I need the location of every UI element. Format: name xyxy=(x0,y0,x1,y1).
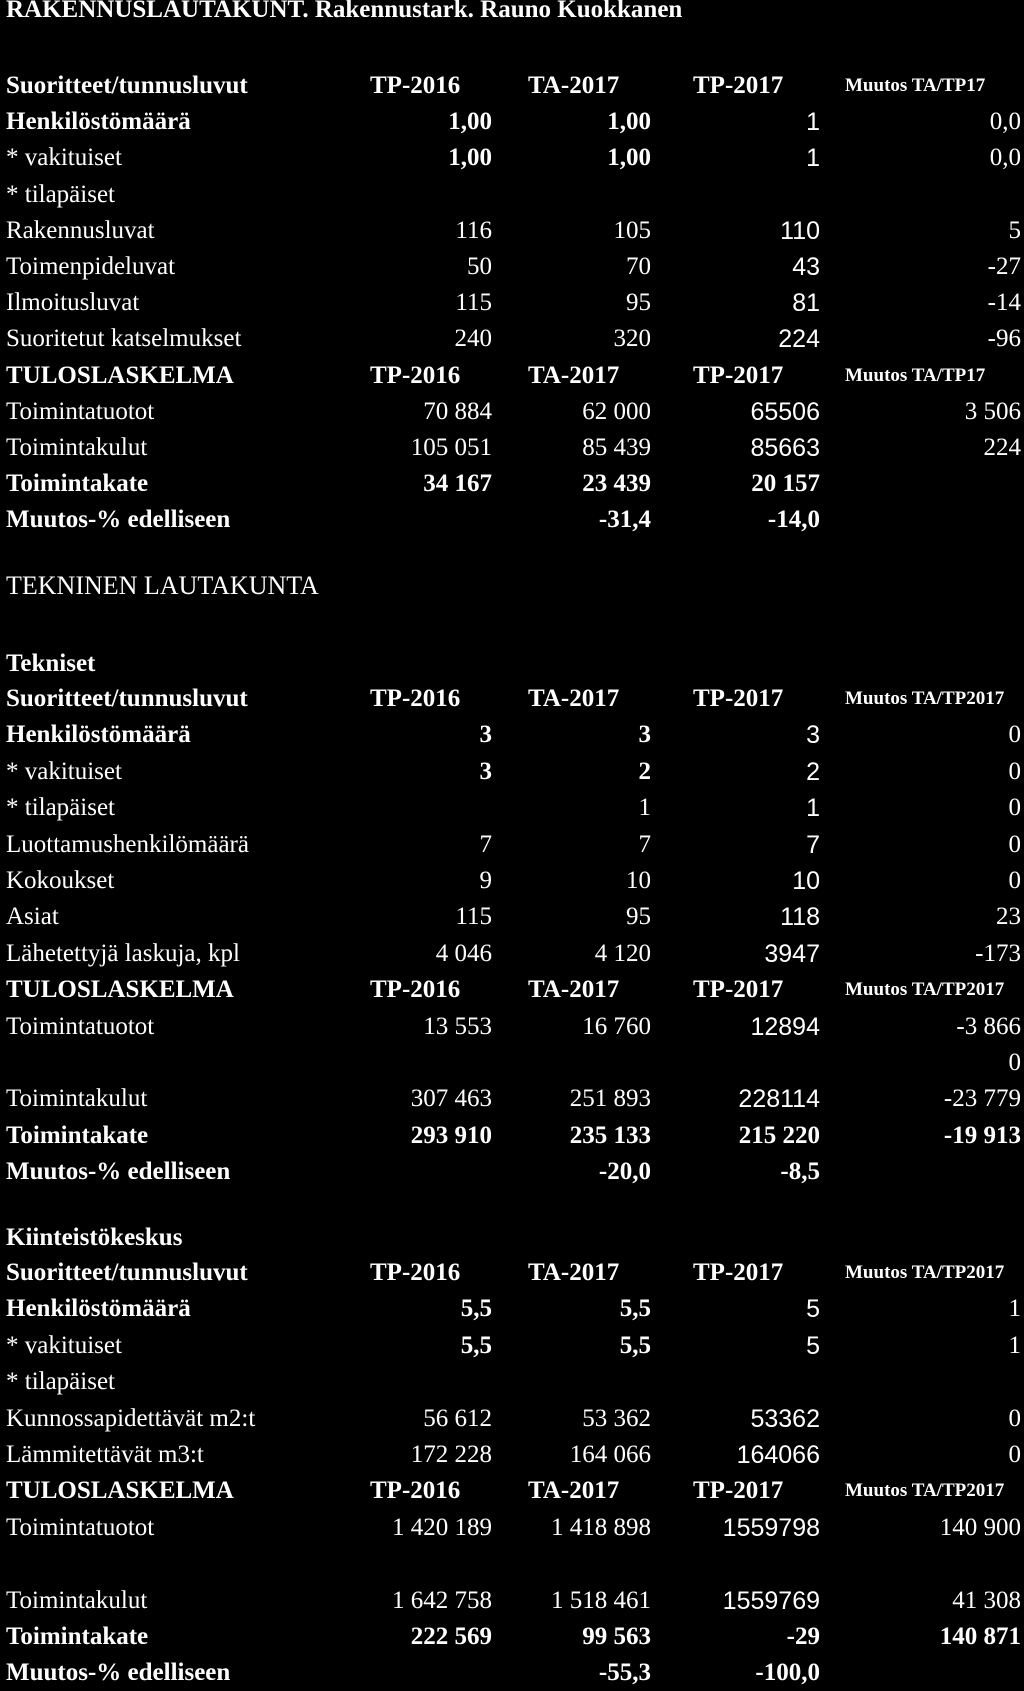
cell-tp2017: -8,5 xyxy=(780,1158,820,1186)
cell-tp2016: 240 xyxy=(454,325,492,353)
cell-tp2017: 7 xyxy=(806,830,820,859)
table-row xyxy=(0,1045,1024,1081)
cell-ta2017: 1 xyxy=(638,794,651,822)
cell-muutos: Muutos TA/TP2017 xyxy=(845,979,1005,1001)
cell-tp2017: -14,0 xyxy=(767,506,820,534)
cell-tp2017: 81 xyxy=(792,289,820,318)
cell-tp2016: TP-2016 xyxy=(370,1477,461,1505)
cell-muutos: Muutos TA/TP2017 xyxy=(845,688,1005,709)
cell-tp2017: 228114 xyxy=(738,1085,820,1114)
cell-tp2016: 105 051 xyxy=(410,434,492,461)
cell-tp2017: 224 xyxy=(778,325,820,354)
cell-tp2016: 116 xyxy=(455,216,492,244)
cell-ta2017: -31,4 xyxy=(598,506,651,534)
cell-tp2016: 1 642 758 xyxy=(392,1586,492,1614)
cell-muutos: -19 913 xyxy=(943,1121,1021,1149)
cell-muutos: 224 xyxy=(983,434,1021,461)
row-label: TULOSLASKELMA xyxy=(6,361,234,389)
table-row xyxy=(0,1255,1024,1291)
cell-ta2017: 10 xyxy=(626,867,651,894)
cell-ta2017: 1 418 898 xyxy=(551,1513,651,1541)
row-label: Toimintatuotot xyxy=(6,1513,155,1541)
cell-ta2017: 53 362 xyxy=(582,1404,651,1432)
table-row xyxy=(0,754,1024,790)
cell-tp2017: 1 xyxy=(806,108,820,137)
row-label: Rakennusluvat xyxy=(6,216,155,244)
row-label: * vakituiset xyxy=(6,144,122,172)
cell-ta2017: TA-2017 xyxy=(528,361,620,389)
cell-muutos: -14 xyxy=(987,289,1021,317)
cell-ta2017: TA-2017 xyxy=(528,72,620,99)
table-row xyxy=(0,1619,1024,1655)
row-label: Toimintakate xyxy=(6,470,149,498)
row-label: Henkilöstömäärä xyxy=(6,721,191,749)
cell-tp2017: 3 xyxy=(806,721,820,750)
table-row xyxy=(0,249,1024,285)
cell-tp2016: 13 553 xyxy=(423,1012,492,1040)
cell-ta2017: 7 xyxy=(638,830,651,858)
cell-ta2017: TA-2017 xyxy=(528,685,620,712)
cell-ta2017: 105 xyxy=(613,216,651,244)
cell-ta2017: 95 xyxy=(626,903,651,931)
cell-tp2016: 1,00 xyxy=(448,144,492,172)
table-row xyxy=(0,104,1024,140)
cell-muutos: 41 308 xyxy=(952,1586,1021,1614)
tekniset-title-text: Tekniset xyxy=(6,650,96,677)
table-row xyxy=(0,827,1024,863)
cell-muutos: 140 900 xyxy=(939,1513,1021,1541)
table-row xyxy=(0,1009,1024,1045)
cell-muutos: 0 xyxy=(1008,1404,1021,1432)
cell-muutos: 0 xyxy=(1008,830,1021,858)
table-row xyxy=(0,863,1024,899)
cell-tp2016: 115 xyxy=(455,903,492,931)
cell-tp2016: TP-2016 xyxy=(370,976,461,1004)
cell-ta2017: 1 518 461 xyxy=(551,1586,651,1614)
table-row xyxy=(0,1291,1024,1327)
table-row xyxy=(0,717,1024,753)
cell-ta2017: 4 120 xyxy=(594,939,651,967)
cell-ta2017: 3 xyxy=(638,721,651,749)
cell-muutos: 0,0 xyxy=(989,108,1021,136)
cell-tp2016: 3 xyxy=(479,757,492,785)
row-label: Toimenpideluvat xyxy=(6,253,176,280)
cell-ta2017: 5,5 xyxy=(619,1331,651,1359)
row-label: Lämmitettävät m3:t xyxy=(6,1441,204,1468)
cell-muutos: 23 xyxy=(996,903,1021,931)
table-row xyxy=(0,1655,1024,1691)
cell-tp2017: 12894 xyxy=(750,1012,820,1041)
cell-ta2017: 23 439 xyxy=(582,470,651,498)
page-title xyxy=(0,0,1024,28)
cell-muutos: Muutos TA/TP2017 xyxy=(845,1480,1005,1502)
cell-tp2016: 222 569 xyxy=(410,1623,492,1650)
table-row xyxy=(0,430,1024,466)
cell-tp2017: 3947 xyxy=(764,939,820,968)
row-label: Henkilöstömäärä xyxy=(6,108,191,136)
cell-muutos: 0 xyxy=(1008,1441,1021,1468)
cell-tp2017: TP-2017 xyxy=(693,1477,784,1505)
table-row xyxy=(0,899,1024,935)
tekninen-title xyxy=(0,568,1024,604)
row-label: TULOSLASKELMA xyxy=(6,1477,234,1505)
row-label: Kokoukset xyxy=(6,867,115,894)
row-label: Suoritteet/tunnusluvut xyxy=(6,1259,248,1286)
row-label: Suoritteet/tunnusluvut xyxy=(6,685,248,712)
row-label: Muutos-% edelliseen xyxy=(6,1659,231,1687)
page-title-text: RAKENNUSLAUTAKUNT. Rakennustark. Rauno Kuokkanen xyxy=(6,0,683,23)
cell-muutos: 0 xyxy=(1008,757,1021,785)
cell-tp2017: 110 xyxy=(780,216,820,245)
cell-tp2017: 164066 xyxy=(736,1441,820,1469)
row-label: * vakituiset xyxy=(6,1331,122,1359)
cell-ta2017: TA-2017 xyxy=(528,1259,620,1286)
cell-tp2017: 118 xyxy=(780,903,820,932)
cell-tp2016: 1,00 xyxy=(448,108,492,136)
cell-ta2017: 99 563 xyxy=(582,1623,651,1650)
cell-tp2016: 50 xyxy=(467,253,492,280)
cell-ta2017: 235 133 xyxy=(569,1121,651,1149)
table-row xyxy=(0,1401,1024,1437)
cell-ta2017: TA-2017 xyxy=(528,976,620,1004)
row-label: Luottamushenkilömäärä xyxy=(6,830,249,858)
row-label: TULOSLASKELMA xyxy=(6,976,234,1004)
cell-muutos: -27 xyxy=(987,253,1021,280)
cell-tp2017: TP-2017 xyxy=(693,976,784,1004)
cell-tp2016: 293 910 xyxy=(410,1121,492,1149)
cell-ta2017: -20,0 xyxy=(598,1158,651,1186)
table-row xyxy=(0,68,1024,104)
cell-ta2017: 1,00 xyxy=(607,108,651,136)
table-row xyxy=(0,681,1024,717)
cell-tp2017: TP-2017 xyxy=(693,361,784,389)
cell-muutos: 3 506 xyxy=(964,397,1021,425)
row-label: Toimintakate xyxy=(6,1623,149,1650)
cell-tp2017: 1559769 xyxy=(722,1586,820,1615)
row-label: Toimintatuotot xyxy=(6,397,155,425)
table-row xyxy=(0,1583,1024,1619)
row-label: * tilapäiset xyxy=(6,1368,115,1396)
table-row xyxy=(0,1437,1024,1473)
kiinteisto-title xyxy=(0,1220,1024,1256)
row-label: Muutos-% edelliseen xyxy=(6,506,231,534)
cell-muutos: 1 xyxy=(1008,1331,1021,1359)
table-row xyxy=(0,1081,1024,1117)
cell-tp2017: 5 xyxy=(806,1331,820,1360)
tekniset-title xyxy=(0,646,1024,682)
table-row xyxy=(0,1546,1024,1582)
cell-ta2017: 70 xyxy=(626,253,651,280)
row-label: * tilapäiset xyxy=(6,180,115,208)
cell-tp2017: 65506 xyxy=(750,397,820,426)
row-label: Muutos-% edelliseen xyxy=(6,1158,231,1186)
table-row xyxy=(0,790,1024,826)
cell-muutos: Muutos TA/TP2017 xyxy=(845,1262,1005,1283)
cell-ta2017: 95 xyxy=(626,289,651,317)
cell-muutos: Muutos TA/TP17 xyxy=(845,75,986,96)
table-row xyxy=(0,936,1024,972)
table-row xyxy=(0,466,1024,502)
cell-tp2016: 5,5 xyxy=(460,1331,492,1359)
cell-tp2017: 1 xyxy=(806,794,820,823)
cell-tp2016: 5,5 xyxy=(460,1295,492,1323)
row-label: Toimintakulut xyxy=(6,1586,148,1614)
row-label: Suoritetut katselmukset xyxy=(6,325,242,353)
cell-tp2016: 1 420 189 xyxy=(392,1513,492,1541)
cell-tp2017: -100,0 xyxy=(755,1659,820,1687)
cell-tp2017: 53362 xyxy=(750,1404,820,1433)
cell-ta2017: 251 893 xyxy=(569,1085,651,1113)
cell-tp2017: -29 xyxy=(786,1623,820,1650)
cell-muutos: 140 871 xyxy=(939,1623,1021,1650)
cell-tp2016: TP-2016 xyxy=(370,72,461,99)
table-row xyxy=(0,1118,1024,1154)
cell-tp2016: 70 884 xyxy=(423,397,492,425)
table-row xyxy=(0,285,1024,321)
row-label: Henkilöstömäärä xyxy=(6,1295,191,1323)
row-label: * vakituiset xyxy=(6,757,122,785)
cell-muutos: -3 866 xyxy=(956,1012,1021,1040)
cell-tp2017: 5 xyxy=(806,1295,820,1324)
cell-ta2017: 2 xyxy=(638,757,651,785)
cell-muutos: 0,0 xyxy=(989,144,1021,172)
cell-tp2017: 43 xyxy=(792,253,820,281)
cell-tp2017: 2 xyxy=(806,757,820,786)
cell-ta2017: 16 760 xyxy=(582,1012,651,1040)
cell-tp2016: 7 xyxy=(479,830,492,858)
cell-tp2016: TP-2016 xyxy=(370,685,461,712)
cell-muutos: 0 xyxy=(1008,721,1021,749)
cell-tp2016: 56 612 xyxy=(423,1404,492,1432)
table-row xyxy=(0,394,1024,430)
row-label: Lähetettyjä laskuja, kpl xyxy=(6,939,240,967)
cell-muutos: 0 xyxy=(1008,1049,1021,1076)
table-row xyxy=(0,1510,1024,1546)
table-row xyxy=(0,140,1024,176)
row-label: * tilapäiset xyxy=(6,794,115,822)
table-row xyxy=(0,1154,1024,1190)
tekninen-title-text: TEKNINEN LAUTAKUNTA xyxy=(6,571,319,600)
table-row xyxy=(0,177,1024,213)
cell-ta2017: 320 xyxy=(613,325,651,353)
table-row xyxy=(0,972,1024,1008)
cell-tp2016: 4 046 xyxy=(435,939,492,967)
cell-ta2017: 1,00 xyxy=(607,144,651,172)
cell-tp2017: 1559798 xyxy=(722,1513,820,1542)
row-label: Ilmoitusluvat xyxy=(6,289,140,317)
table-row xyxy=(0,321,1024,357)
cell-tp2016: 3 xyxy=(479,721,492,749)
cell-muutos: -173 xyxy=(975,939,1021,967)
row-label: Toimintakulut xyxy=(6,434,148,461)
cell-tp2017: TP-2017 xyxy=(693,1259,784,1286)
cell-muutos: -96 xyxy=(987,325,1021,353)
cell-tp2016: 172 228 xyxy=(410,1441,492,1468)
cell-tp2017: 85663 xyxy=(750,434,820,462)
cell-muutos: -23 779 xyxy=(943,1085,1021,1113)
table-row xyxy=(0,1473,1024,1509)
cell-tp2017: TP-2017 xyxy=(693,72,784,99)
cell-muutos: 0 xyxy=(1008,794,1021,822)
kiinteisto-title-text: Kiinteistökeskus xyxy=(6,1224,183,1251)
row-label: Toimintakate xyxy=(6,1121,149,1149)
row-label: Toimintakulut xyxy=(6,1085,148,1113)
cell-tp2016: 115 xyxy=(455,289,492,317)
table-row xyxy=(0,502,1024,538)
cell-ta2017: -55,3 xyxy=(598,1659,651,1687)
table-row xyxy=(0,1328,1024,1364)
row-label: Suoritteet/tunnusluvut xyxy=(6,72,248,99)
cell-ta2017: 62 000 xyxy=(582,397,651,425)
cell-muutos: 5 xyxy=(1008,216,1021,244)
cell-muutos: 1 xyxy=(1008,1295,1021,1323)
cell-ta2017: 164 066 xyxy=(569,1441,651,1468)
table-row xyxy=(0,213,1024,249)
cell-tp2017: 10 xyxy=(792,867,820,895)
cell-ta2017: 85 439 xyxy=(582,434,651,461)
cell-tp2016: 9 xyxy=(479,867,492,894)
table-row xyxy=(0,358,1024,394)
cell-ta2017: TA-2017 xyxy=(528,1477,620,1505)
row-label: Toimintatuotot xyxy=(6,1012,155,1040)
cell-tp2016: TP-2016 xyxy=(370,361,461,389)
cell-ta2017: 5,5 xyxy=(619,1295,651,1323)
cell-muutos: Muutos TA/TP17 xyxy=(845,364,986,386)
cell-tp2016: TP-2016 xyxy=(370,1259,461,1286)
cell-tp2017: 20 157 xyxy=(751,470,820,498)
cell-muutos: 0 xyxy=(1008,867,1021,894)
cell-tp2016: 307 463 xyxy=(410,1085,492,1113)
row-label: Kunnossapidettävät m2:t xyxy=(6,1404,256,1432)
cell-tp2017: TP-2017 xyxy=(693,685,784,712)
table-row xyxy=(0,1364,1024,1400)
cell-tp2016: 34 167 xyxy=(423,470,492,498)
cell-tp2017: 215 220 xyxy=(738,1121,820,1149)
row-label: Asiat xyxy=(6,903,59,931)
cell-tp2017: 1 xyxy=(806,144,820,173)
